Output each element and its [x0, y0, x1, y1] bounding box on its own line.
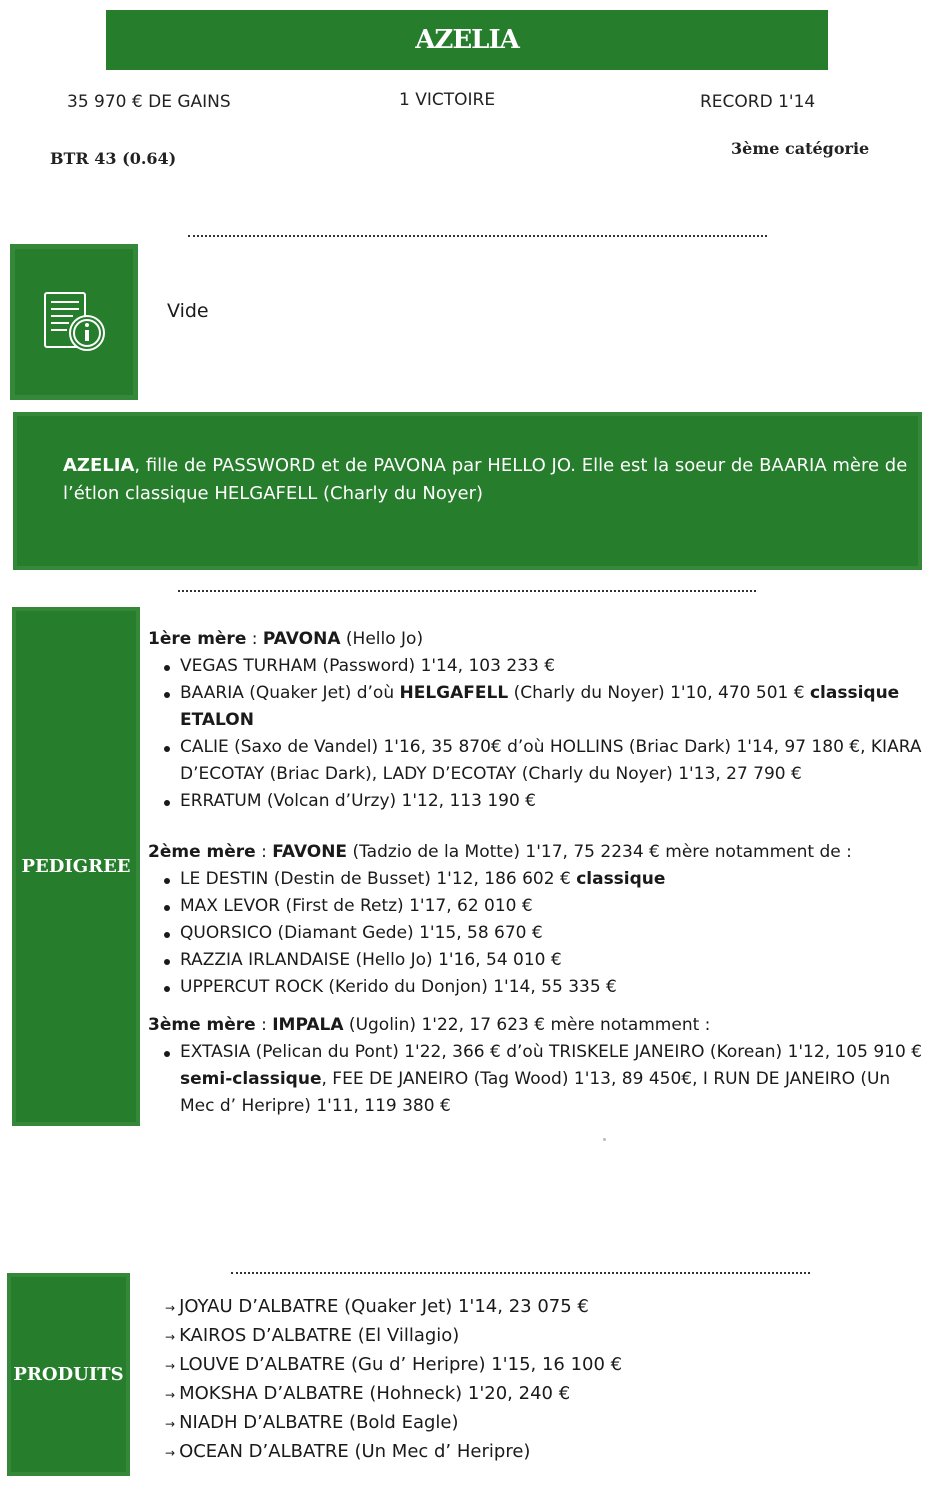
- arrow-icon: →: [165, 1417, 176, 1431]
- list-item: → LOUVE D’ALBATRE (Gu d’ Heripre) 1'15, 16 100 €: [165, 1354, 623, 1375]
- info-text: Vide: [167, 300, 209, 322]
- mere-rank: 2ème mère: [148, 842, 256, 862]
- pedigree-content: [148, 626, 928, 1120]
- mere-offspring-list: [148, 866, 928, 1001]
- mere-line: 2ème mère : FAVONE (Tadzio de la Motte) 1'17, 75 2234 € mère notamment de :: [148, 842, 852, 862]
- mere-rank: 3ème mère: [148, 1015, 256, 1035]
- divider: [231, 1272, 810, 1274]
- list-item: ERRATUM (Volcan d’Urzy) 1'12, 113 190 €: [148, 788, 928, 815]
- pedigree-label: PEDIGREE: [21, 856, 131, 877]
- mere-details: (Hello Jo): [340, 629, 424, 649]
- pedigree-label-box: [12, 607, 140, 1126]
- category-label: 3ème catégorie: [731, 139, 870, 158]
- list-item: UPPERCUT ROCK (Kerido du Donjon) 1'14, 55 335 €: [148, 974, 928, 1001]
- mere-line: 3ème mère : IMPALA (Ugolin) 1'22, 17 623 € mère notamment :: [148, 1015, 711, 1035]
- description-horse-name: AZELIA: [63, 455, 135, 476]
- produits-label-box: [7, 1273, 130, 1476]
- document-info-icon: [41, 289, 107, 355]
- list-item: EXTASIA (Pelican du Pont) 1'22, 366 € d’où TRISKELE JANEIRO (Korean) 1'12, 105 910 € semi-classique, FEE DE JANEIRO (Tag Wood) 1'13, 89 450€, I RUN DE JANEIRO (Un Mec d’ Heripre) 1'11, 119 380 €: [148, 1039, 928, 1120]
- mere-details: (Tadzio de la Motte) 1'17, 75 2234 € mère notamment de :: [347, 842, 852, 862]
- list-item: → MOKSHA D’ALBATRE (Hohneck) 1'20, 240 €: [165, 1383, 571, 1404]
- divider: [178, 590, 756, 592]
- mere-offspring-list: [148, 1039, 928, 1120]
- mere-name: FAVONE: [272, 842, 348, 862]
- decorative-dot: [603, 1138, 606, 1141]
- list-item: → JOYAU D’ALBATRE (Quaker Jet) 1'14, 23 075 €: [165, 1296, 589, 1317]
- mere-offspring-list: [148, 653, 928, 815]
- gains-stat: 35 970 € DE GAINS: [67, 92, 231, 112]
- list-item: QUORSICO (Diamant Gede) 1'15, 58 670 €: [148, 920, 928, 947]
- list-item: → KAIROS D’ALBATRE (El Villagio): [165, 1325, 460, 1346]
- produits-list: [165, 1293, 622, 1467]
- mere-name: PAVONA: [262, 629, 341, 649]
- info-box: [10, 244, 138, 400]
- description-body: , fille de PASSWORD et de PAVONA par HELLO JO. Elle est la soeur de BAARIA mère de l’étlon classique HELGAFELL (Charly du Noyer): [63, 455, 908, 504]
- mere-details: (Ugolin) 1'22, 17 623 € mère notamment :: [343, 1015, 711, 1035]
- mere-name: IMPALA: [272, 1015, 344, 1035]
- mere-rank: 1ère mère: [148, 629, 247, 649]
- list-item: VEGAS TURHAM (Password) 1'14, 103 233 €: [148, 653, 928, 680]
- arrow-icon: →: [165, 1446, 176, 1460]
- list-item: MAX LEVOR (First de Retz) 1'17, 62 010 €: [148, 893, 928, 920]
- list-item: → NIADH D’ALBATRE (Bold Eagle): [165, 1412, 459, 1433]
- arrow-icon: →: [165, 1301, 176, 1315]
- record-stat: RECORD 1'14: [700, 92, 816, 112]
- horse-name-title: AZELIA: [415, 25, 519, 55]
- produits-label: PRODUITS: [13, 1364, 124, 1385]
- mere-line: 1ère mère : PAVONA (Hello Jo): [148, 629, 424, 649]
- description-text: [63, 452, 927, 508]
- btr-rating: BTR 43 (0.64): [50, 149, 177, 168]
- title-bar: [106, 10, 828, 70]
- list-item: LE DESTIN (Destin de Busset) 1'12, 186 602 € classique: [148, 866, 928, 893]
- list-item: → OCEAN D’ALBATRE (Un Mec d’ Heripre): [165, 1441, 531, 1462]
- list-item: CALIE (Saxo de Vandel) 1'16, 35 870€ d’où HOLLINS (Briac Dark) 1'14, 97 180 €, KIARA D’ECOTAY (Briac Dark), LADY D’ECOTAY (Charly du Noyer) 1'13, 27 790 €: [148, 734, 928, 788]
- description-box: [13, 412, 922, 570]
- victoires-stat: 1 VICTOIRE: [399, 90, 496, 110]
- list-item: BAARIA (Quaker Jet) d’où HELGAFELL (Charly du Noyer) 1'10, 470 501 € classique ETALON: [148, 680, 928, 734]
- list-item: RAZZIA IRLANDAISE (Hello Jo) 1'16, 54 010 €: [148, 947, 928, 974]
- arrow-icon: →: [165, 1330, 176, 1344]
- divider: [188, 235, 767, 237]
- arrow-icon: →: [165, 1359, 176, 1373]
- arrow-icon: →: [165, 1388, 176, 1402]
